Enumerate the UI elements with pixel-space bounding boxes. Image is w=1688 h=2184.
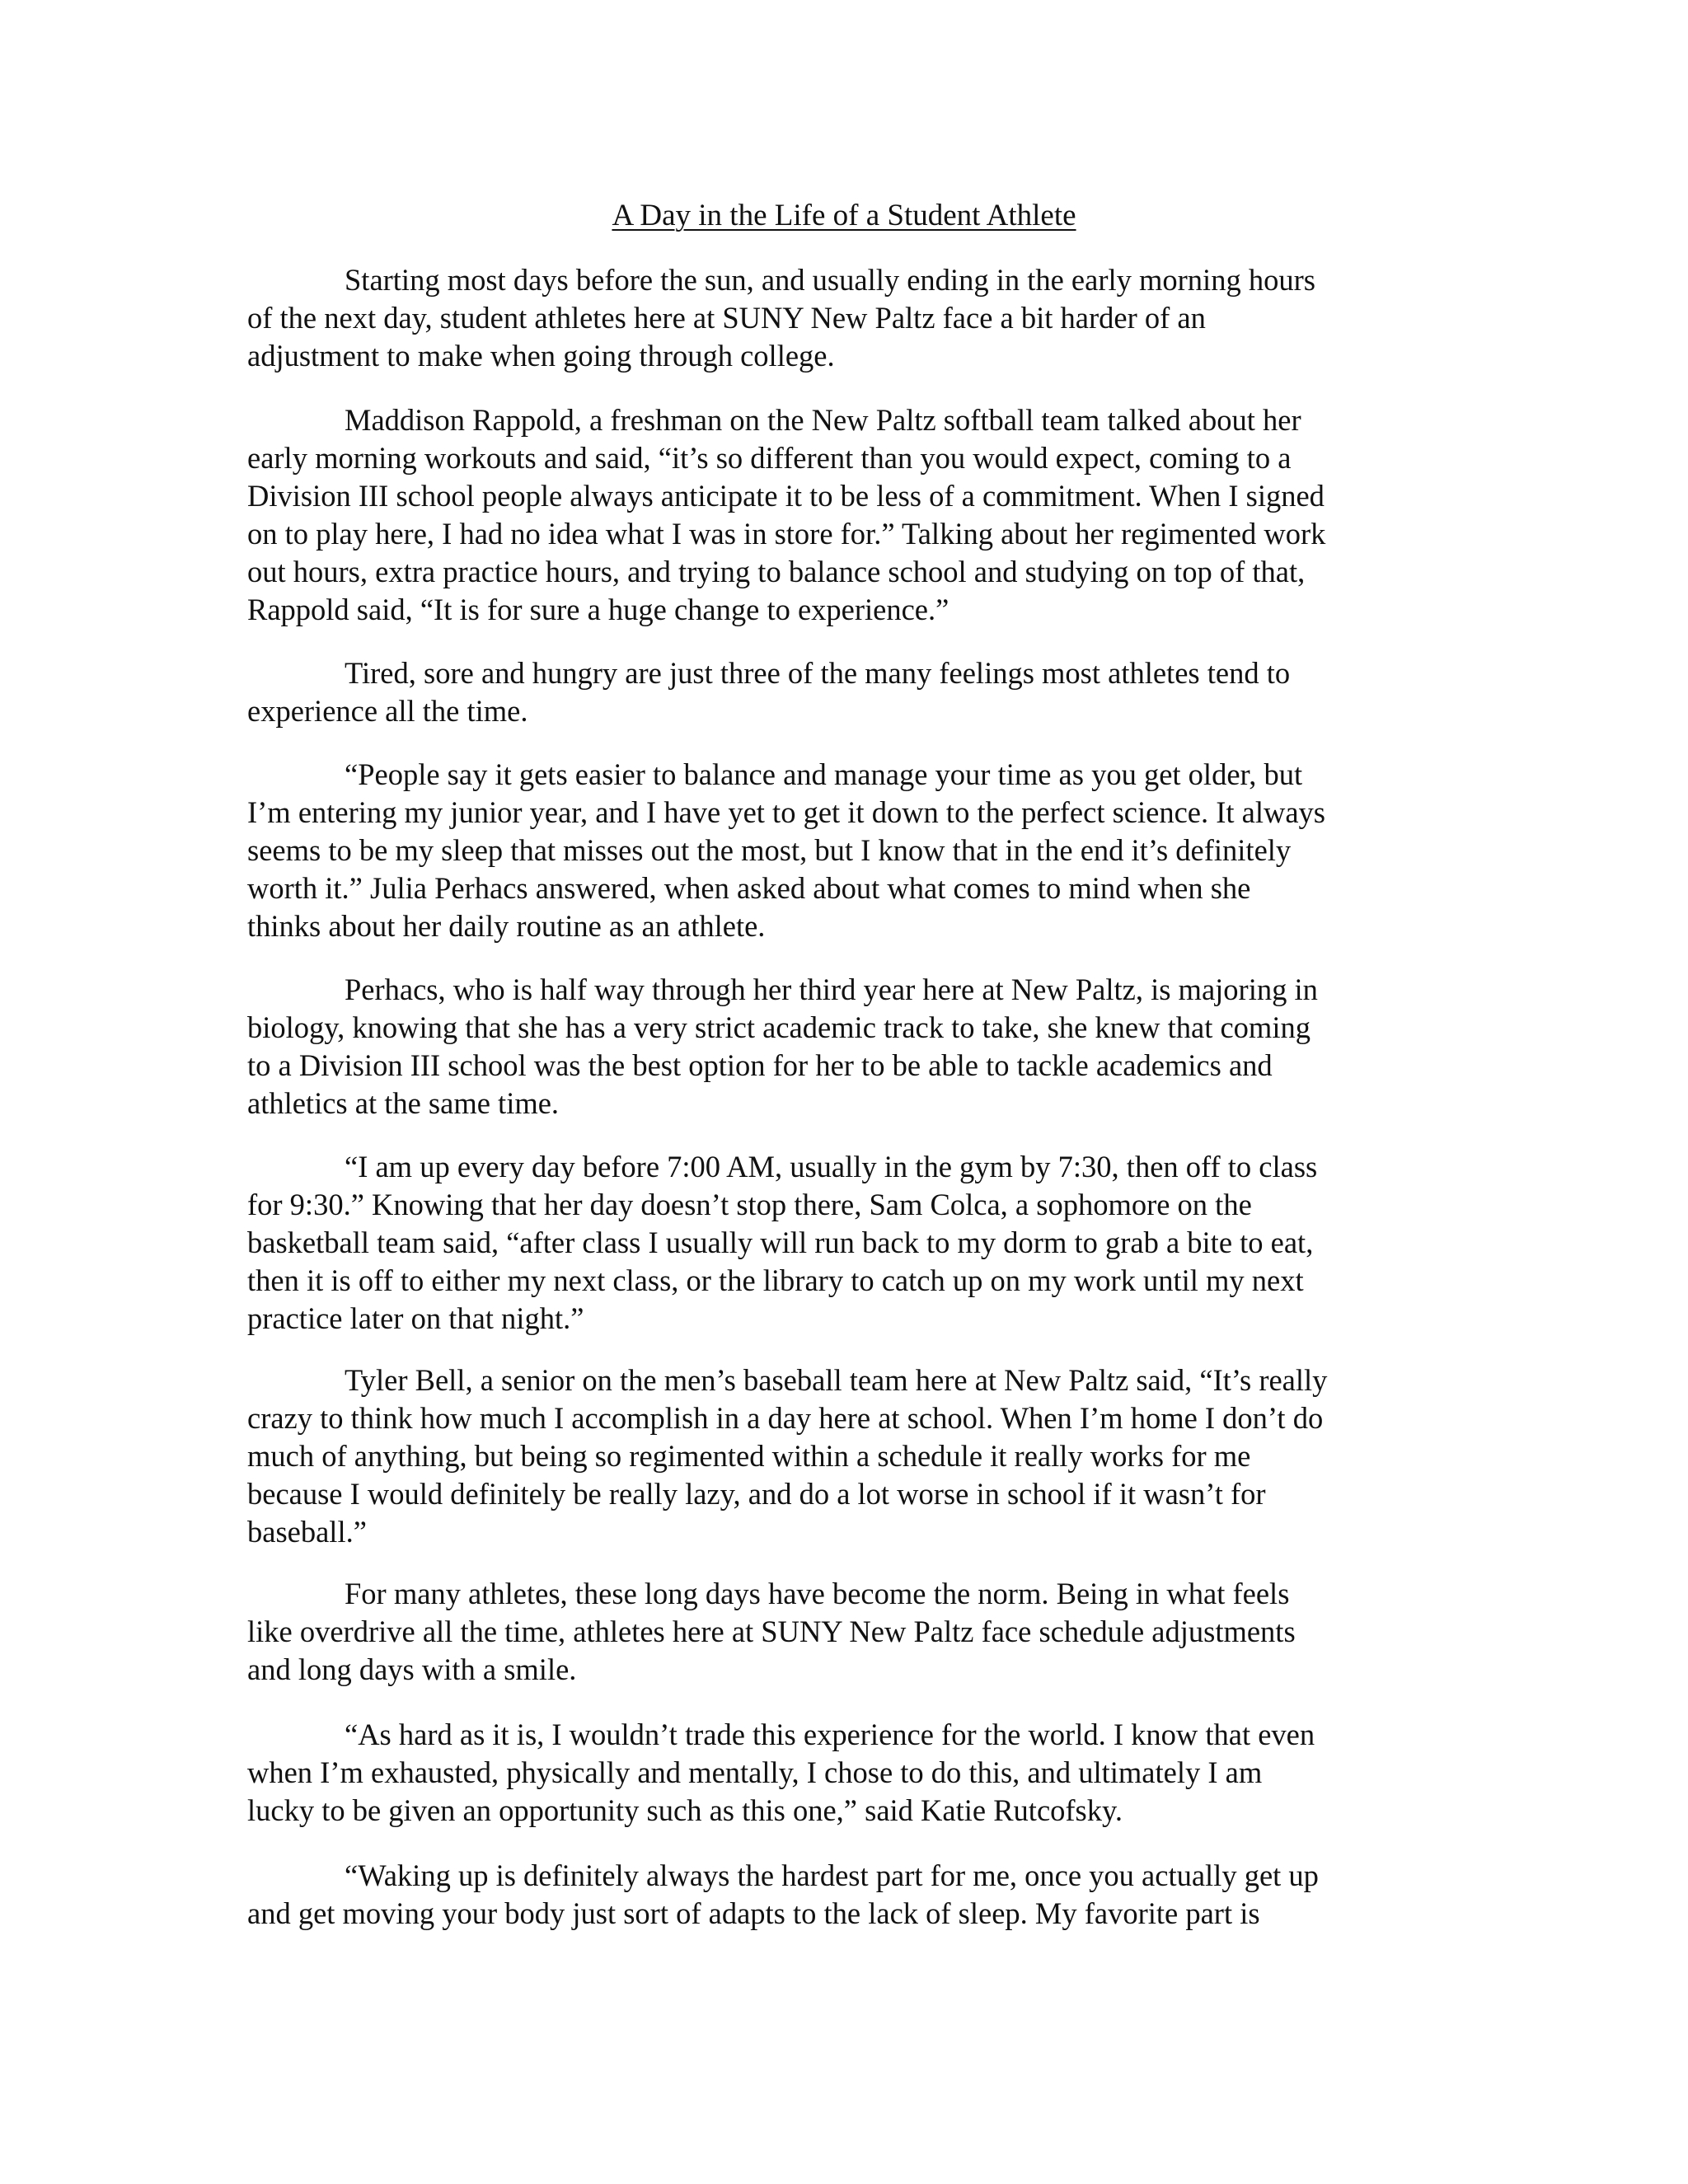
paragraph-line: “I am up every day before 7:00 AM, usually in the gym by 7:30, then off to class (345, 1150, 1318, 1183)
paragraph-line: seems to be my sleep that misses out the most, but I know that in the end it’s definitely (247, 833, 1292, 867)
paragraph-line: then it is off to either my next class, or the library to catch up on my work until my next (247, 1263, 1304, 1297)
paragraph-3 (247, 654, 1434, 730)
paragraph-10 (247, 1857, 1434, 1933)
paragraph-line: practice later on that night.” (247, 1301, 584, 1335)
paragraph-8 (247, 1575, 1434, 1689)
paragraph-4 (247, 756, 1434, 945)
paragraph-line: Division III school people always anticipate it to be less of a commitment. When I signed (247, 479, 1325, 513)
paragraph-line: I’m entering my junior year, and I have yet to get it down to the perfect science. It always (247, 795, 1326, 829)
paragraph-line: basketball team said, “after class I usually will run back to my dorm to grab a bite to eat, (247, 1226, 1314, 1259)
paragraph-line: “Waking up is definitely always the hardest part for me, once you actually get up (345, 1858, 1319, 1892)
paragraph-line: because I would definitely be really lazy, and do a lot worse in school if it wasn’t for (247, 1477, 1266, 1511)
paragraph-line: Rappold said, “It is for sure a huge change to experience.” (247, 593, 950, 626)
paragraph-line: Perhacs, who is half way through her third year here at New Paltz, is majoring in (345, 972, 1318, 1006)
paragraph-line: Tired, sore and hungry are just three of the many feelings most athletes tend to (345, 656, 1291, 690)
paragraph-line: worth it.” Julia Perhacs answered, when asked about what comes to mind when she (247, 871, 1251, 905)
paragraph-line: to a Division III school was the best option for her to be able to tackle academics and (247, 1048, 1273, 1082)
paragraph-line: on to play here, I had no idea what I was in store for.” Talking about her regimented work (247, 517, 1326, 551)
paragraph-line: Maddison Rappold, a freshman on the New Paltz softball team talked about her (345, 403, 1301, 437)
paragraph-line: much of anything, but being so regimented within a schedule it really works for me (247, 1439, 1251, 1473)
paragraph-line: and long days with a smile. (247, 1652, 577, 1686)
paragraph-line: For many athletes, these long days have become the norm. Being in what feels (345, 1577, 1290, 1610)
paragraph-7 (247, 1361, 1434, 1551)
paragraph-2 (247, 401, 1434, 629)
paragraph-5 (247, 971, 1434, 1122)
paragraph-line: out hours, extra practice hours, and trying to balance school and studying on top of that, (247, 555, 1306, 588)
paragraph-line: for 9:30.” Knowing that her day doesn’t stop there, Sam Colca, a sophomore on the (247, 1188, 1252, 1221)
paragraph-line: “As hard as it is, I wouldn’t trade this experience for the world. I know that even (345, 1718, 1315, 1751)
paragraph-line: “People say it gets easier to balance and manage your time as you get older, but (345, 757, 1303, 791)
paragraph-line: lucky to be given an opportunity such as this one,” said Katie Rutcofsky. (247, 1793, 1123, 1827)
paragraph-line: athletics at the same time. (247, 1086, 560, 1120)
paragraph-1 (247, 261, 1434, 375)
paragraph-line: crazy to think how much I accomplish in a day here at school. When I’m home I don’t do (247, 1401, 1324, 1435)
document-title: A Day in the Life of a Student Athlete (612, 199, 1076, 232)
paragraph-line: of the next day, student athletes here at SUNY New Paltz face a bit harder of an (247, 301, 1206, 335)
paragraph-line: experience all the time. (247, 694, 528, 728)
paragraph-line: baseball.” (247, 1515, 367, 1549)
paragraph-line: when I’m exhausted, physically and mentally, I chose to do this, and ultimately I am (247, 1755, 1263, 1789)
paragraph-line: Starting most days before the sun, and usually ending in the early morning hours (345, 263, 1315, 297)
paragraph-line: early morning workouts and said, “it’s so different than you would expect, coming to a (247, 441, 1292, 475)
paragraph-line: like overdrive all the time, athletes here at SUNY New Paltz face schedule adjustments (247, 1615, 1296, 1648)
paragraph-line: thinks about her daily routine as an athlete. (247, 909, 766, 943)
paragraph-6 (247, 1148, 1434, 1338)
paragraph-line: adjustment to make when going through college. (247, 339, 835, 373)
paragraph-line: Tyler Bell, a senior on the men’s baseball team here at New Paltz said, “It’s really (345, 1363, 1328, 1397)
paragraph-9 (247, 1716, 1434, 1830)
paragraph-line: biology, knowing that she has a very strict academic track to take, she knew that coming (247, 1010, 1311, 1044)
paragraph-line: and get moving your body just sort of adapts to the lack of sleep. My favorite part is (247, 1896, 1260, 1930)
